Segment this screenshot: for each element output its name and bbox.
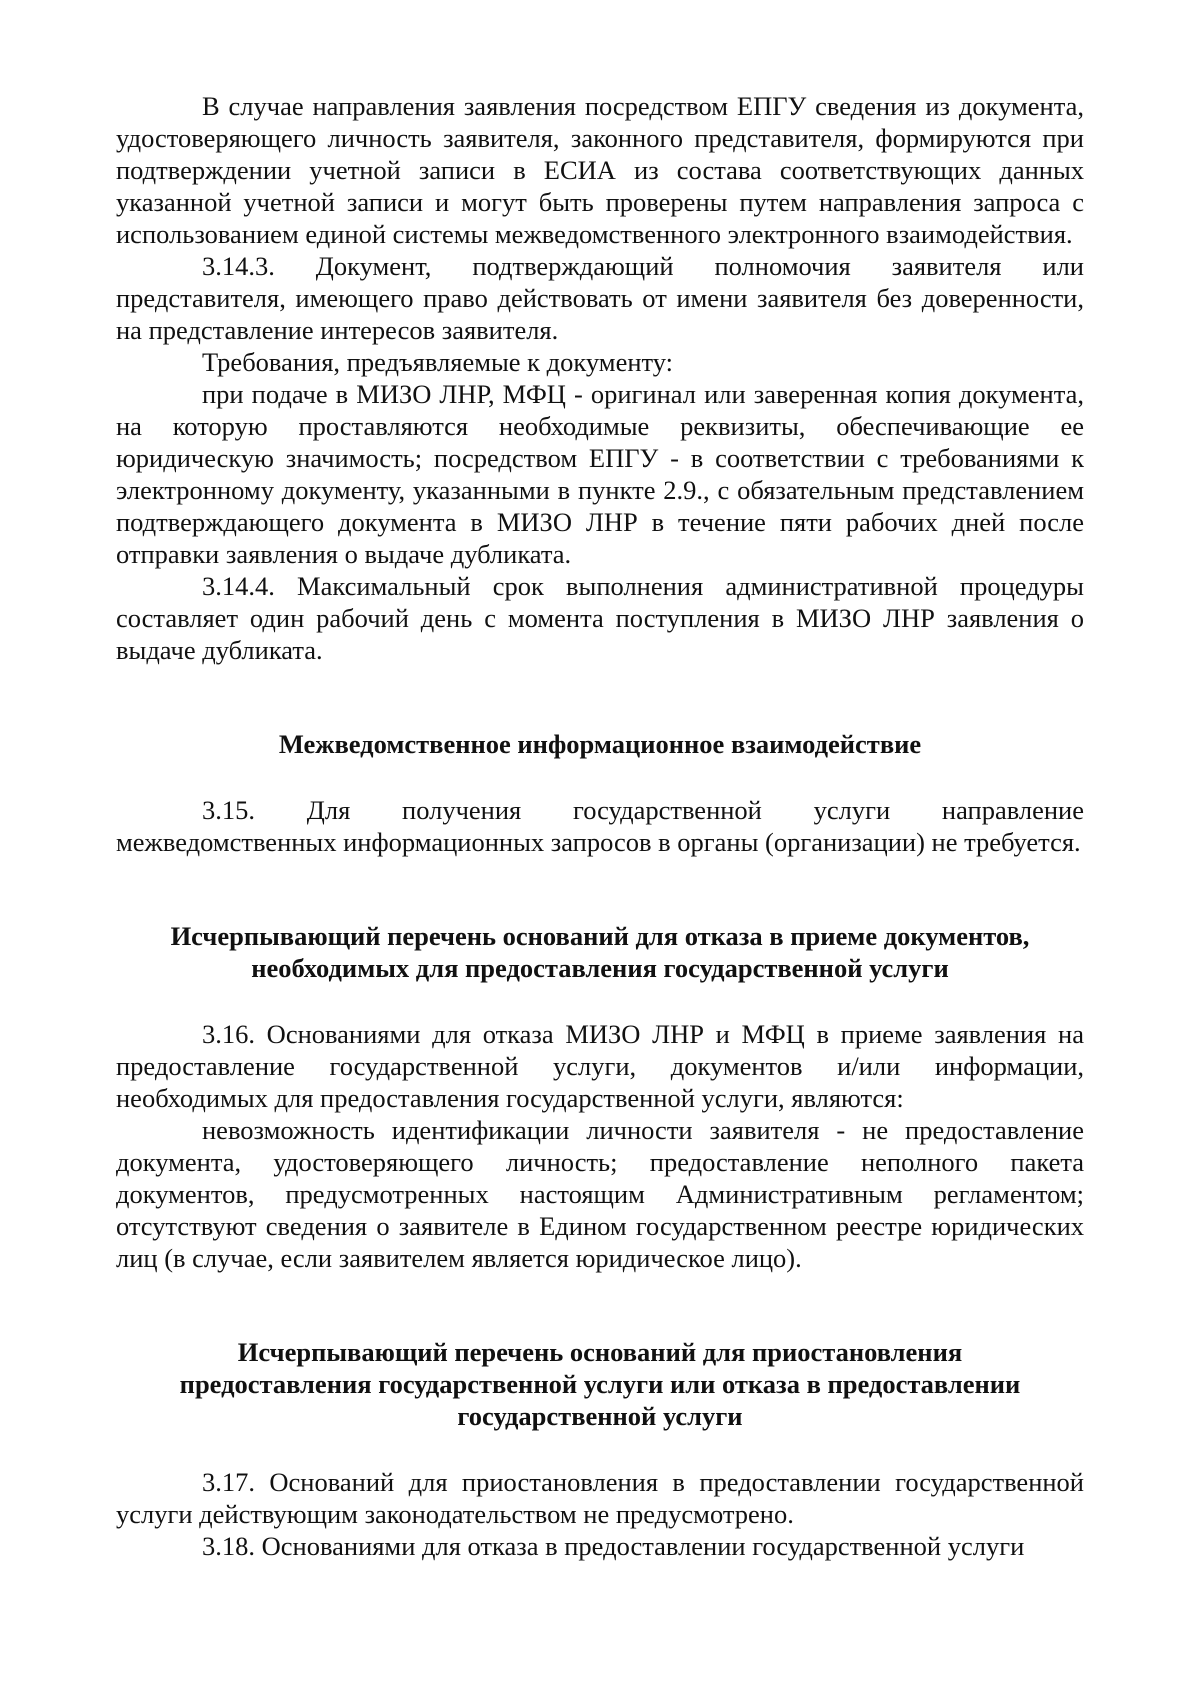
heading-line: предоставления государственной услуги или отказа в предоставлении	[179, 1369, 1021, 1399]
document-page	[116, 90, 1084, 1562]
paragraph-3-14-4: 3.14.4. Максимальный срок выполнения административной процедуры составляет один рабочий день с момента поступления в МИЗО ЛНР заявления о выдаче дубликата.	[116, 571, 1084, 665]
paragraph-3-17: 3.17. Оснований для приостановления в предоставлении государственной услуги действующим законодательством не предусмотрено.	[116, 1467, 1084, 1529]
heading-line: Исчерпывающий перечень оснований для приостановления	[237, 1337, 963, 1367]
heading-line: Исчерпывающий перечень оснований для отказа в приеме документов,	[170, 921, 1030, 951]
paragraph-3-15: 3.15. Для получения государственной услуги направление межведомственных информационных запросов в органы (организации) не требуется.	[116, 795, 1084, 857]
paragraph-identification-impossible: невозможность идентификации личности заявителя - не предоставление документа, удостоверяющего личность; предоставление неполного пакета документов, предусмотренных настоящим Административным регламентом; отсутствуют сведения о заявителе в Едином государственном реестре юридических лиц (в случае, если заявителем является юридическое лицо).	[116, 1115, 1084, 1273]
heading-line: государственной услуги	[457, 1401, 743, 1431]
paragraph-3-14-3: 3.14.3. Документ, подтверждающий полномочия заявителя или представителя, имеющего право действовать от имени заявителя без доверенности, на представление интересов заявителя.	[116, 251, 1084, 345]
heading-suspension-grounds	[116, 1336, 1084, 1432]
heading-line: необходимых для предоставления государственной услуги	[251, 953, 949, 983]
paragraph-3-18: 3.18. Основаниями для отказа в предоставлении государственной услуги	[202, 1531, 1025, 1561]
heading-interagency-interaction: Межведомственное информационное взаимодействие	[278, 729, 922, 759]
paragraph-requirements: Требования, предъявляемые к документу:	[202, 347, 674, 377]
paragraph-submission-rules: при подаче в МИЗО ЛНР, МФЦ - оригинал или заверенная копия документа, на которую проставляются необходимые реквизиты, обеспечивающие ее юридическую значимость; посредством ЕПГУ - в соответствии с требованиями к электронному документу, указанными в пункте 2.9., с обязательным представлением подтверждающего документа в МИЗО ЛНР в течение пяти рабочих дней после отправки заявления о выдаче дубликата.	[116, 379, 1084, 569]
paragraph-epgu-identity: В случае направления заявления посредством ЕПГУ сведения из документа, удостоверяющего личность заявителя, законного представителя, формируются при подтверждении учетной записи в ЕСИА из состава соответствующих данных указанной учетной записи и могут быть проверены путем направления запроса с использованием единой системы межведомственного электронного взаимодействия.	[116, 91, 1084, 249]
paragraph-3-16: 3.16. Основаниями для отказа МИЗО ЛНР и МФЦ в приеме заявления на предоставление государственной услуги, документов и/или информации, необходимых для предоставления государственной услуги, являются:	[116, 1019, 1084, 1113]
heading-refusal-grounds	[116, 920, 1084, 984]
